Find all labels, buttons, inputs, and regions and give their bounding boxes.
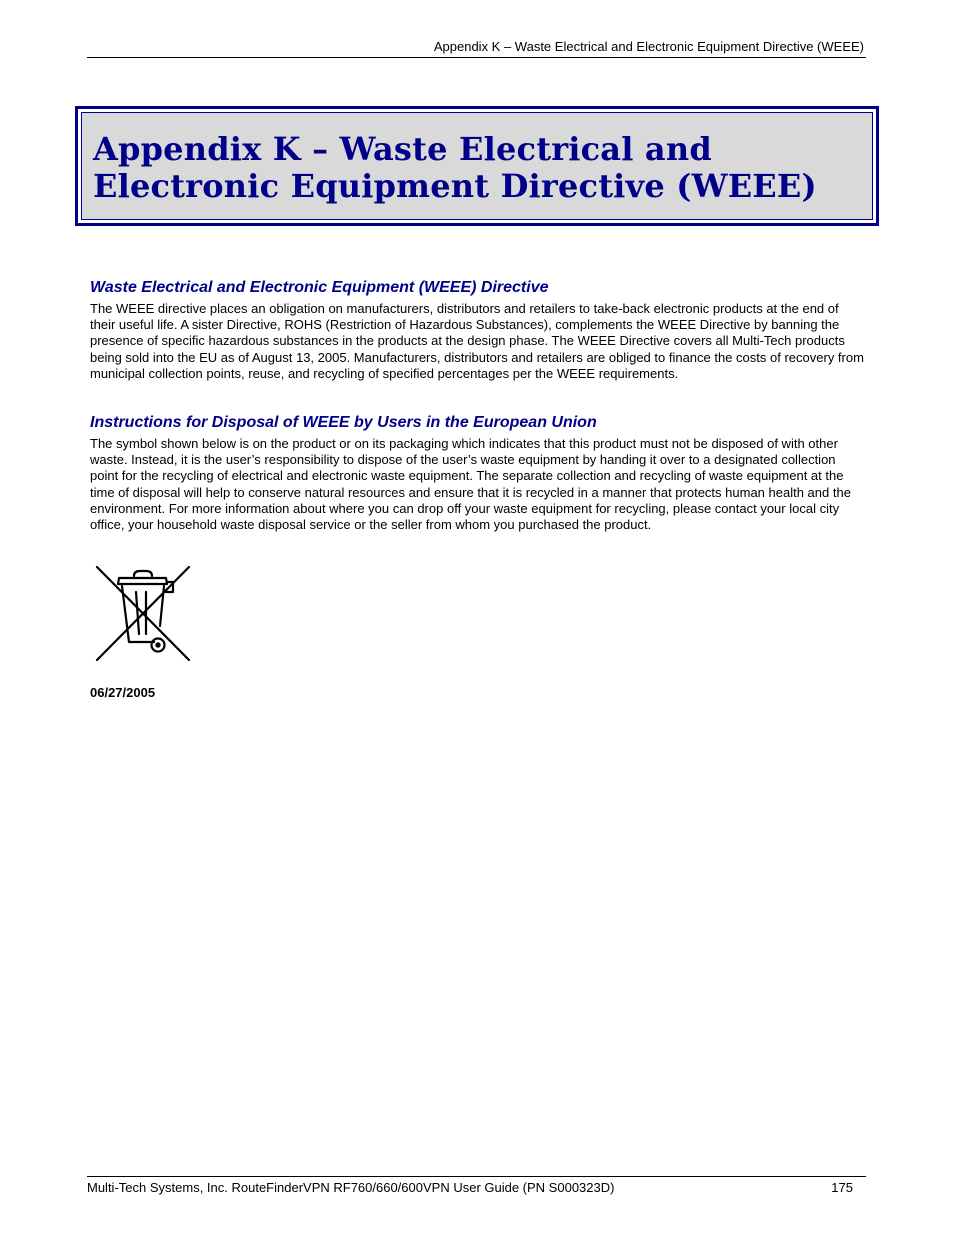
running-header [87,38,866,58]
page-number: 175 [831,1180,853,1195]
appendix-title-box [75,106,879,226]
running-footer [87,1176,866,1197]
section-body-disposal-instructions: The symbol shown below is on the product or on its packaging which indicates that this product must not be disposed of with other waste. Instead, it is the user’s responsibility to dispose of the user’s waste equipment by handing it over to a designated collection point for the recycling of electrical and electronic waste equipment. The separate collection and recycling of waste equipment at the time of disposal will help to conserve natural resources and ensure that it is recycled in a manner that protects human health and the environment. For more information about where you can drop off your waste equipment for recycling, please contact your local city office, your household waste disposal service or the seller from whom you purchased the product. [90,436,851,533]
crossed-out-wheelie-bin-icon [94,564,192,664]
document-date: 06/27/2005 [90,685,156,700]
footer-document-title: Multi-Tech Systems, Inc. RouteFinderVPN RF760/660/600VPN User Guide (PN S000323D) [87,1180,615,1195]
section-body-weee-directive: The WEEE directive places an obligation on manufacturers, distributors and retailers to take-back electronic products at the end of their useful life. A sister Directive, ROHS (Restriction of Hazardous Substances), complements the WEEE Directive by banning the presence of specific hazardous substances in the products at the design phase. The WEEE Directive covers all Multi-Tech products being sold into the EU as of August 13, 2005. Manufacturers, distributors and retailers are obliged to finance the costs of recovery from municipal collection points, reuse, and recycling of specified percentages per the WEEE requirements. [90,301,864,381]
appendix-title-panel [81,112,873,220]
section-heading-weee-directive: Waste Electrical and Electronic Equipment (WEEE) Directive [90,279,549,296]
running-header-title: Appendix K – Waste Electrical and Electronic Equipment Directive (WEEE) [433,39,864,54]
page-title-line-2: Electronic Equipment Directive (WEEE) [93,167,817,205]
page-title [93,131,872,205]
section-heading-disposal-instructions: Instructions for Disposal of WEEE by Users in the European Union [90,414,597,431]
page-title-line-1: Appendix K – Waste Electrical and [93,130,712,168]
